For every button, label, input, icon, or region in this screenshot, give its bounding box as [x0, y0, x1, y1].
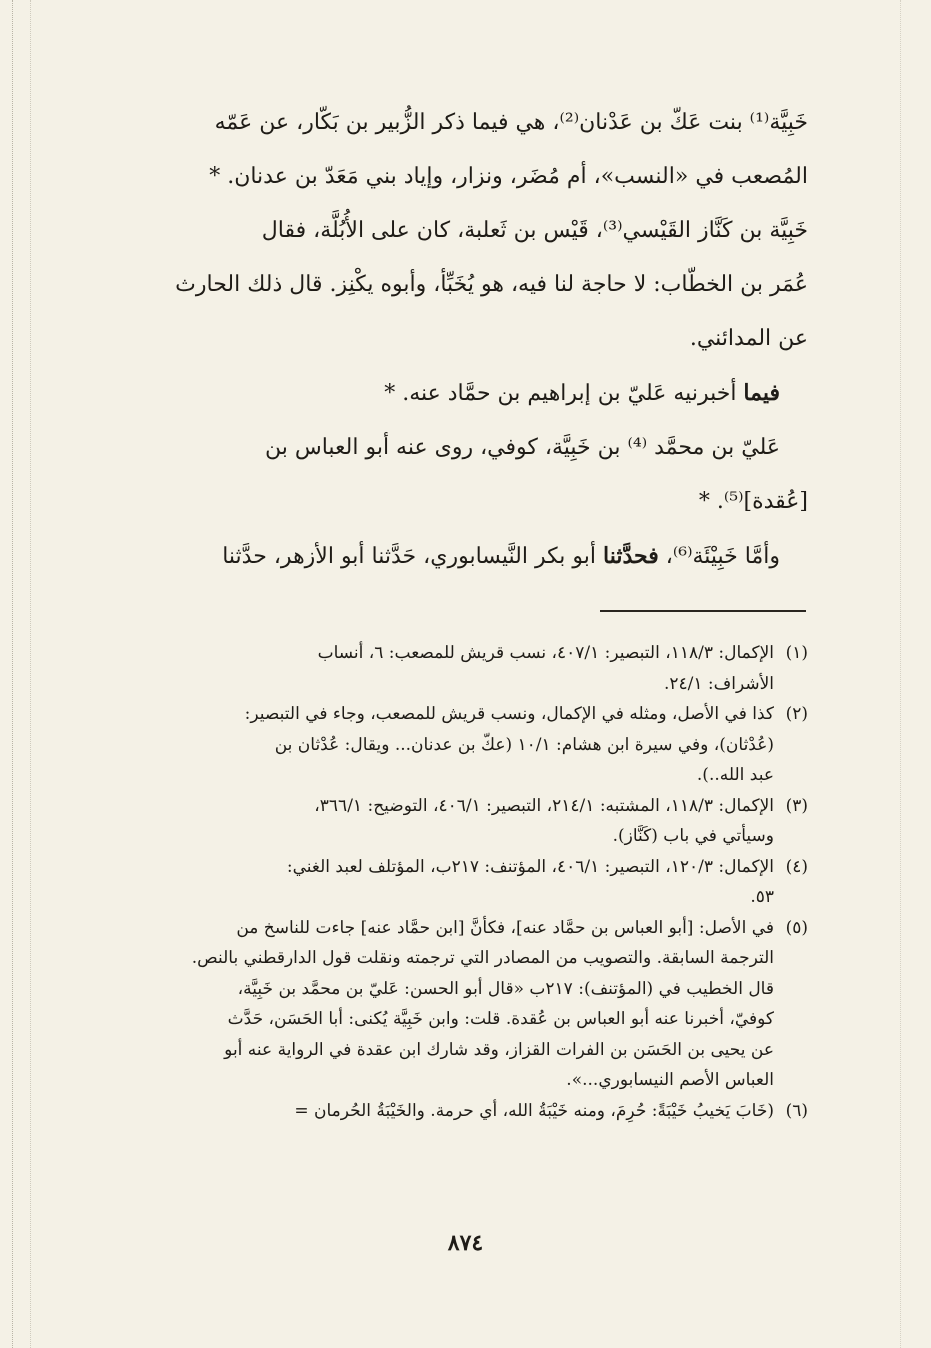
footnote-line: [116, 699, 808, 730]
footnote-line: [116, 913, 808, 944]
footnote-line: قال الخطيب في (المؤتنف): ٢١٧ب «قال أبو الحسن: عَليّ بن محمَّد بن خَبِيَّة،: [237, 978, 774, 999]
footnote-line: [116, 791, 808, 822]
footnote-line: كوفيّ، أخبرنا عنه أبو العباس بن عُقدة. قلت: وابن خَبِيَّة يُكنى: أبا الحَسَن، حَدَّث: [227, 1009, 774, 1029]
footnote-number: (٦): [785, 1100, 808, 1121]
right-margin-dotted-line: [900, 0, 901, 1348]
main-line-3: خَبِيَّة بن كَنَّاز القَيْسي⁽³⁾، قَيْس بن ثَعلبة، كان على الأُبُلَّة، فقال: [261, 218, 808, 243]
footnote-1: [116, 638, 808, 699]
footnotes: [116, 638, 808, 1126]
left-margin-dotted-line: [12, 0, 13, 1348]
bold-word: فحدَّثنا: [603, 543, 659, 569]
bold-word: فيما: [743, 380, 780, 406]
footnote-6: [116, 1096, 808, 1127]
footnote-line: وسيأتي في باب (كَنَّاز).: [612, 826, 774, 846]
footnote-number: (١): [785, 643, 808, 663]
footnote-number: (٥): [785, 917, 808, 938]
footnote-line: ٥٣.: [750, 887, 774, 907]
footnote-4: [116, 852, 808, 913]
footnote-line: العباس الأصم النيسابوري...».: [566, 1070, 774, 1090]
footnote-number: (٣): [785, 795, 808, 816]
footnote-text: كذا في الأصل، ومثله في الإكمال، ونسب قريش للمصعب، وجاء في التبصير:: [244, 704, 774, 724]
footnote-2: [116, 699, 808, 791]
footnote-line: عن يحيى بن الحَسَن بن الفرات القزاز، وقد شارك ابن عقدة في الرواية عنه أبو: [224, 1039, 774, 1060]
footnote-line: عبد الله..).: [696, 765, 774, 785]
footnote-number: (٢): [785, 704, 808, 724]
footnote-3: [116, 791, 808, 852]
footnote-text: (خَابَ يَخيبُ خَيْبَةً: حُرِمَ، ومنه خَيْبَةُ الله، أي حرمة. والخَيْبَةُ الحُرمان =: [294, 1100, 774, 1121]
main-line-4: عُمَر بن الخطّاب: لا حاجة لنا فيه، هو يُخَبِّأ، وأبوه يكْنِز. قال ذلك الحارث: [175, 272, 808, 297]
main-line-1: خَبِيَّة⁽¹⁾ بنت عَكّ بن عَدْنان⁽²⁾، هي فيما ذكر الزُّبير بن بَكّار، عن عَمّه: [214, 110, 808, 135]
main-line-9: وأمَّا خَبِيْئَة⁽⁶⁾، فحدَّثنا أبو بكر النَّيسابوري، حَدَّثنا أبو الأزهر، حدَّثنا: [222, 543, 780, 569]
footnote-separator: [600, 610, 806, 612]
page-number: ٨٧٤: [447, 1230, 484, 1256]
main-text: [112, 96, 808, 584]
footnote-line: الترجمة السابقة. والتصويب من المصادر التي ترجمته ونقلت قول الدارقطني بالنص.: [191, 948, 774, 968]
footnote-line: [116, 852, 808, 883]
binding-dotted-line: [30, 0, 31, 1348]
footnote-line: [116, 1096, 808, 1127]
footnote-line: [116, 638, 808, 669]
main-line-7: عَليّ بن محمَّد ⁽⁴⁾ بن خَبِيَّة، كوفي، روى عنه أبو العباس بن: [264, 435, 780, 460]
footnote-line: الأشراف: ٢٤/١.: [663, 673, 774, 694]
footnote-number: (٤): [785, 856, 808, 877]
main-line-5: عن المدائني.: [689, 326, 808, 351]
footnote-text: الإكمال: ١٢٠/٣، التبصير: ٤٠٦/١، المؤتنف: ٢١٧ب، المؤتلف لعبد الغني:: [286, 856, 774, 877]
main-line-8: [عُقدة]⁽⁵⁾. *: [698, 489, 808, 514]
footnote-text: الإكمال: ١١٨/٣، التبصير: ٤٠٧/١، نسب قريش للمصعب: ٦، أنساب: [317, 643, 774, 663]
main-line-6: فيما أخبرنيه عَليّ بن إبراهيم بن حمَّاد عنه. *: [384, 380, 780, 406]
footnote-text: الإكمال: ١١٨/٣، المشتبه: ٢١٤/١، التبصير: ٤٠٦/١، التوضيح: ٣٦٦/١،: [314, 795, 774, 816]
footnote-line: (عُدْثان)، وفي سيرة ابن هشام: ١٠/١ (عكّ بن عدنان... ويقال: عُدْثان بن: [274, 734, 774, 755]
footnote-text: في الأصل: [أبو العباس بن حمَّاد عنه]، فكأنَّ [ابن حمَّاد عنه] جاءت للناسخ من: [236, 917, 774, 938]
footnote-5: [116, 913, 808, 1096]
main-line-2: المُصعب في «النسب»، أم مُضَر، ونزار، وإياد بني مَعَدّ بن عدنان. *: [209, 164, 808, 189]
